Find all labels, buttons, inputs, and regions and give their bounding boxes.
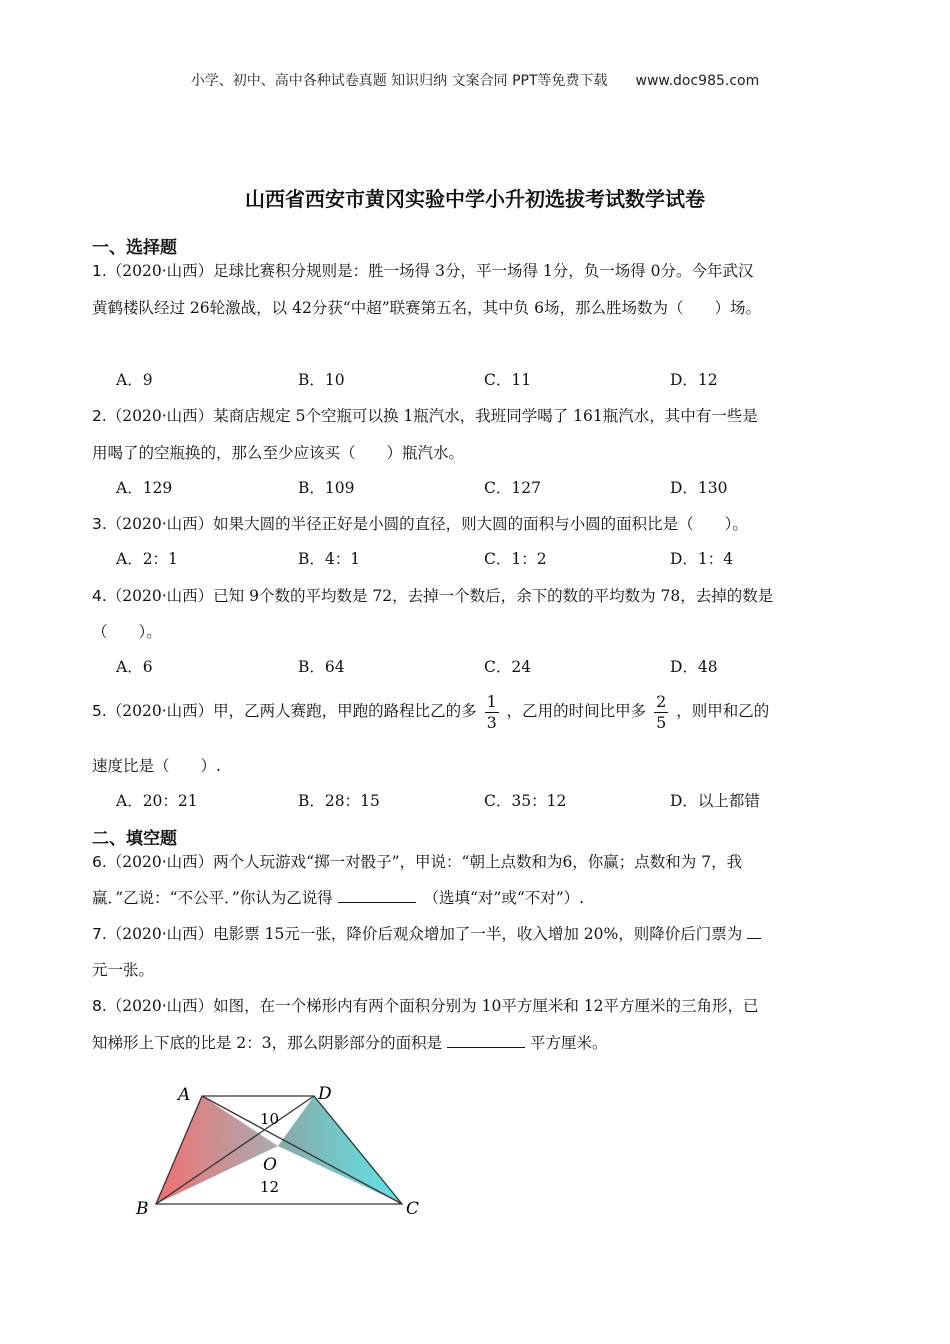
q1-option-d[interactable]: D．12 [670, 371, 718, 389]
trapezoid-figure [120, 1072, 440, 1222]
section-heading-fill: 二、填空题 [92, 829, 177, 849]
q6-line2 [92, 886, 584, 908]
q5-line1 [92, 689, 769, 733]
q4-text-1: （2020·山西）已知 9个数的平均数是 72，去掉一个数后，余下的数的平均数为 78，去掉的数是 [106, 587, 774, 605]
q2-option-c[interactable]: C．127 [484, 479, 541, 497]
q2-option-a[interactable]: A．129 [116, 479, 173, 497]
q4-option-d[interactable]: D．48 [670, 658, 718, 676]
q5-frac2-numerator: 2 [656, 691, 667, 711]
q3-option-b[interactable]: B．4：1 [298, 550, 361, 568]
q2-option-b[interactable]: B．109 [298, 479, 355, 497]
q6-line1 [92, 850, 742, 872]
q1-line2: 黄鹤楼队经过 26轮激战，以 42分获“中超”联赛第五名，其中负 6场，那么胜场数为（ ）场。 [92, 299, 761, 317]
q7-number: 7. [92, 925, 107, 943]
label-b: B [136, 1199, 149, 1219]
q5-frac2-denominator: 5 [656, 712, 667, 732]
q8-text-post: 平方厘米。 [530, 1034, 608, 1052]
section-heading-choice: 一、选择题 [92, 238, 177, 258]
q8-line1 [92, 994, 758, 1016]
label-o: O [263, 1155, 277, 1175]
q5-option-c[interactable]: C．35：12 [484, 792, 567, 810]
q3-text-1: （2020·山西）如果大圆的半径正好是小圆的直径，则大圆的面积与小圆的面积比是（ ）。 [106, 515, 748, 533]
q8-text-pre: 知梯形上下底的比是 2：3，那么阴影部分的面积是 [92, 1034, 443, 1052]
q2-line2: 用喝了的空瓶换的，那么至少应该买（ ）瓶汽水。 [92, 444, 465, 462]
q5-line2: 速度比是（ ）. [92, 757, 221, 775]
q1-line1 [92, 259, 754, 281]
q3-option-c[interactable]: C．1：2 [484, 550, 547, 568]
q5-frac1-denominator: 3 [486, 712, 497, 732]
q4-option-c[interactable]: C．24 [484, 658, 532, 676]
q7-answer-blank[interactable] [747, 924, 761, 939]
q7-line1 [92, 922, 761, 944]
q5-number: 5. [92, 702, 107, 720]
q8-number: 8. [92, 997, 107, 1015]
q6-text-1: （2020·山西）两个人玩游戏“掷一对骰子”，甲说：“朝上点数和为6，你赢；点数和为 7，我 [106, 853, 743, 871]
q4-line1 [92, 584, 773, 606]
area-label-top: 10 [260, 1110, 280, 1128]
label-d: D [318, 1084, 332, 1104]
q8-text-1: （2020·山西）如图，在一个梯形内有两个面积分别为 10平方厘米和 12平方厘米的三角形，已 [106, 997, 759, 1015]
q4-option-b[interactable]: B．64 [298, 658, 345, 676]
q2-option-d[interactable]: D．130 [670, 479, 728, 497]
header-site-link[interactable]: www.doc985.com [635, 73, 760, 89]
q6-answer-blank[interactable] [338, 888, 416, 903]
q1-option-b[interactable]: B．10 [298, 371, 345, 389]
page-header [0, 70, 950, 90]
q6-text-pre: 赢．”乙说：“不公平．”你认为乙说得 [92, 889, 333, 907]
q6-number: 6. [92, 853, 107, 871]
q5-option-d[interactable]: D．以上都错 [670, 792, 760, 810]
label-c: C [406, 1199, 420, 1219]
q2-number: 2. [92, 407, 107, 425]
area-label-bottom: 12 [260, 1178, 280, 1196]
q8-line2 [92, 1031, 608, 1053]
q2-line1 [92, 404, 758, 426]
shaded-triangle-doc [278, 1096, 402, 1204]
label-a: A [178, 1085, 191, 1105]
q4-line2: （ ）。 [92, 623, 162, 641]
q7-text-1: （2020·山西）电影票 15元一张，降价后观众增加了一半，收入增加 20%，则降价后门票为 [106, 925, 743, 943]
q3-option-a[interactable]: A．2：1 [116, 550, 178, 568]
q4-option-a[interactable]: A．6 [116, 658, 153, 676]
q5-option-b[interactable]: B．28：15 [298, 792, 380, 810]
q5-frac1-numerator: 1 [486, 691, 497, 711]
q3-option-d[interactable]: D．1：4 [670, 550, 734, 568]
header-text: 小学、初中、高中各种试卷真题 知识归纳 文案合同 PPT等免费下载 [190, 73, 608, 89]
q6-text-post: （选填“对”或“不对”）. [431, 889, 585, 907]
q5-fraction-1 [485, 693, 499, 732]
q5-option-a[interactable]: A．20：21 [116, 792, 198, 810]
q7-line2: 元一张。 [92, 961, 155, 979]
q1-number: 1. [92, 262, 107, 280]
q1-text-1: （2020·山西）足球比赛积分规则是：胜一场得 3分，平一场得 1分，负一场得 0分。今年武汉 [106, 262, 754, 280]
q5-text-pre: （2020·山西）甲，乙两人赛跑，甲跑的路程比乙的多 [106, 702, 477, 720]
q3-line1 [92, 512, 748, 534]
q3-number: 3. [92, 515, 107, 533]
q2-text-1: （2020·山西）某商店规定 5个空瓶可以换 1瓶汽水，我班同学喝了 161瓶汽水，其中有一些是 [106, 407, 758, 425]
q5-fraction-2 [654, 693, 668, 732]
q8-answer-blank[interactable] [447, 1033, 525, 1048]
q5-text-mid: ，乙用的时间比甲多 [506, 702, 647, 720]
q4-number: 4. [92, 587, 107, 605]
q1-option-a[interactable]: A．9 [116, 371, 153, 389]
q5-text-post: ，则甲和乙的 [676, 702, 770, 720]
page-title: 山西省西安市黄冈实验中学小升初选拔考试数学试卷 [245, 187, 705, 211]
q1-option-c[interactable]: C．11 [484, 371, 532, 389]
